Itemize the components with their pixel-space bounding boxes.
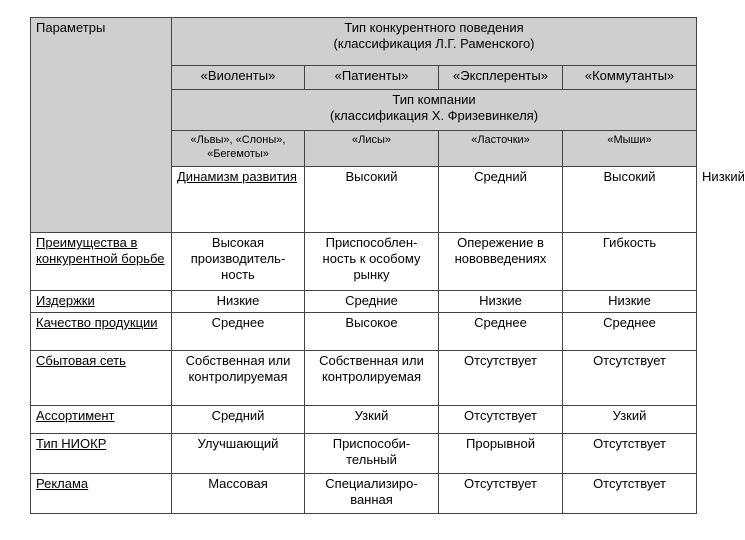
row-param: Тип НИОКР xyxy=(31,434,172,474)
row-value: Среднее xyxy=(563,313,697,351)
params-header-cell xyxy=(31,18,172,233)
table-row xyxy=(31,406,697,434)
row-param: Преимущества в конкурентной борьбе xyxy=(31,233,172,291)
row-value: Гибкость xyxy=(563,233,697,291)
row-value: Высокий xyxy=(563,167,697,233)
company-type-mice: «Мыши» xyxy=(563,131,697,167)
row-value: Высокий xyxy=(305,167,439,233)
table-row xyxy=(31,434,697,474)
header-row-behavior-title xyxy=(31,18,697,66)
company-subtitle: (классификация Х. Фризевинкеля) xyxy=(330,108,539,123)
row-value: Собственная или контролируемая xyxy=(172,351,305,406)
row-param: Реклама xyxy=(31,474,172,514)
behavior-type-commutants: «Коммутанты» xyxy=(563,66,697,90)
row-value: Средний xyxy=(172,406,305,434)
row-param: Сбытовая сеть xyxy=(31,351,172,406)
row-value: Низкие xyxy=(172,291,305,313)
row-value: Опережение в нововведениях xyxy=(439,233,563,291)
behavior-type-patients: «Патиенты» xyxy=(305,66,439,90)
row-value: Собственная или контролируемая xyxy=(305,351,439,406)
row-value: Специализиро-ванная xyxy=(305,474,439,514)
params-label: Параметры xyxy=(36,20,106,35)
table-row xyxy=(31,313,697,351)
row-value: Средний xyxy=(439,167,563,233)
row-value: Прорывной xyxy=(439,434,563,474)
row-value: Приспособи-тельный xyxy=(305,434,439,474)
row-value: Низкие xyxy=(563,291,697,313)
row-value: Отсутствует xyxy=(563,351,697,406)
row-value: Отсутствует xyxy=(439,351,563,406)
comparison-table-container xyxy=(30,17,745,514)
row-value: Среднее xyxy=(172,313,305,351)
company-title: Тип компании xyxy=(392,92,476,107)
table-row xyxy=(31,474,697,514)
row-value: Узкий xyxy=(305,406,439,434)
row-param: Ассортимент xyxy=(31,406,172,434)
company-type-foxes: «Лисы» xyxy=(305,131,439,167)
row-value: Узкий xyxy=(563,406,697,434)
comparison-table xyxy=(30,17,745,514)
row-param: Качество продукции xyxy=(31,313,172,351)
company-type-swallows: «Ласточки» xyxy=(439,131,563,167)
row-value: Улучшающий xyxy=(172,434,305,474)
row-value: Отсутствует xyxy=(563,474,697,514)
row-value: Приспособлен-ность к особому рынку xyxy=(305,233,439,291)
row-value: Высокое xyxy=(305,313,439,351)
row-value: Отсутствует xyxy=(563,434,697,474)
row-value: Среднее xyxy=(439,313,563,351)
behavior-type-explerents: «Эксплеренты» xyxy=(439,66,563,90)
row-value: Отсутствует xyxy=(439,474,563,514)
row-param: Издержки xyxy=(31,291,172,313)
behavior-title: Тип конкурентного поведения xyxy=(344,20,524,35)
row-value: Отсутствует xyxy=(439,406,563,434)
row-value: Низкие xyxy=(439,291,563,313)
row-value: Средние xyxy=(305,291,439,313)
table-row xyxy=(31,291,697,313)
row-value: Массовая xyxy=(172,474,305,514)
table-row xyxy=(31,233,697,291)
behavior-type-violents: «Виоленты» xyxy=(172,66,305,90)
company-type-lions: «Львы», «Слоны», «Бегемоты» xyxy=(172,131,305,167)
behavior-subtitle: (классификация Л.Г. Раменского) xyxy=(333,36,535,51)
table-row xyxy=(31,351,697,406)
row-value: Высокая производитель-ность xyxy=(172,233,305,291)
table-row: Динамизм развития Высокий Средний Высокий Низкий xyxy=(31,167,697,233)
row-param: Динамизм развития xyxy=(172,167,305,233)
company-title-cell xyxy=(172,90,697,131)
behavior-title-cell xyxy=(172,18,697,66)
